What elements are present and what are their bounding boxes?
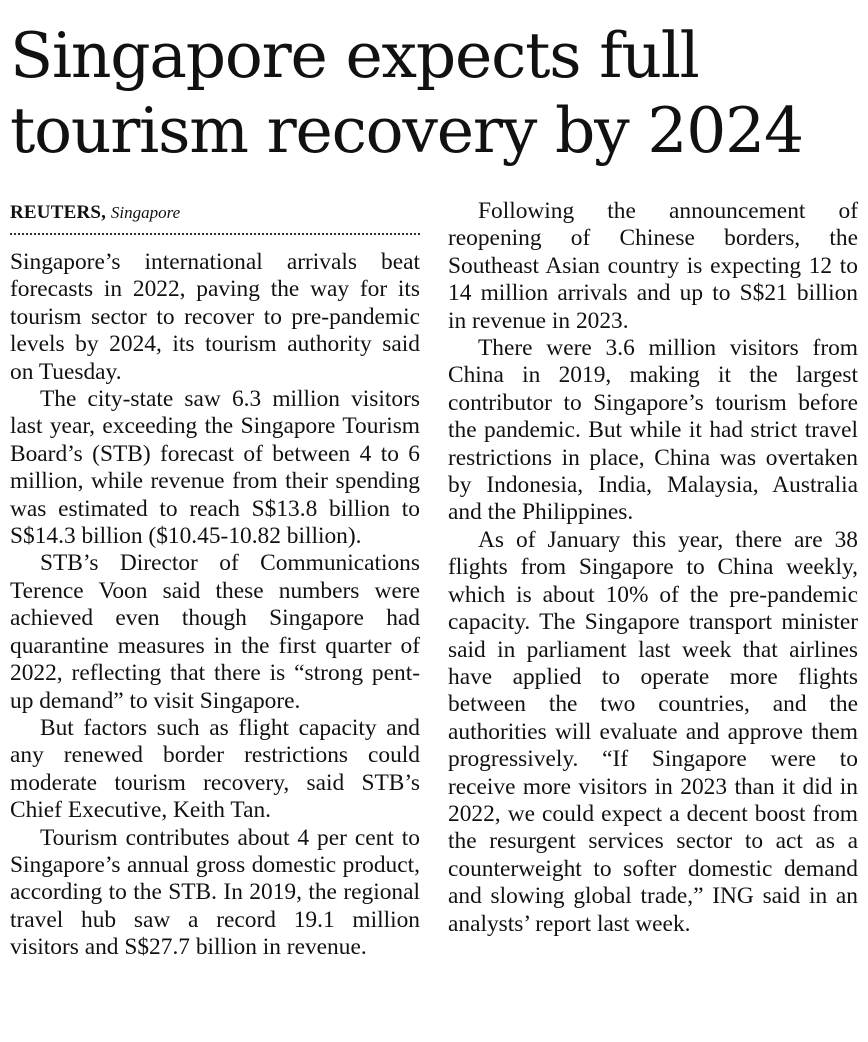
paragraph: STB’s Director of Communications Terence Voon said these numbers were achieved even though Singapore had quarantine measures in the first quarter of 2022, reflecting that there is “strong pent-up demand” to visit Singapore.: [10, 550, 420, 714]
byline: [10, 198, 420, 228]
paragraph: There were 3.6 million visitors from China in 2019, making it the largest contributor to Singapore’s tourism before the pandemic. But while it had strict travel restrictions in place, China was overtaken by Indonesia, India, Malaysia, Australia and the Philippines.: [448, 335, 858, 526]
paragraph: Singapore’s international arrivals beat forecasts in 2022, paving the way for its tourism sector to recover to pre-pandemic levels by 2024, its tourism authority said on Tuesday.: [10, 249, 420, 385]
paragraph: Tourism contributes about 4 per cent to Singapore’s annual gross domestic product, according to the STB. In 2019, the regional travel hub saw a record 19.1 million visitors and S$27.7 billion in revenue.: [10, 824, 420, 961]
paragraph: Following the announcement of reopening of Chinese borders, the Southeast Asian country is expecting 12 to 14 million arrivals and up to S$21 billion in revenue in 2023.: [448, 198, 858, 334]
byline-agency: REUTERS,: [10, 202, 107, 223]
headline: [10, 18, 860, 168]
paragraph: But factors such as flight capacity and any renewed border restrictions could moderate tourism recovery, said STB’s Chief Executive, Keith Tan.: [10, 714, 420, 824]
article-column-right: [448, 198, 858, 938]
paragraph: The city-state saw 6.3 million visitors last year, exceeding the Singapore Tourism Board’s (STB) forecast of between 4 to 6 million, while revenue from their spending was estimated to reach S$13.8 billion to S$14.3 billion ($10.45-10.82 billion).: [10, 386, 420, 550]
byline-divider: [10, 233, 420, 235]
byline-dateline: Singapore: [110, 203, 181, 222]
article-column-left: [10, 198, 420, 962]
headline-line-2: tourism recovery by 2024: [10, 94, 803, 167]
headline-line-1: Singapore expects full: [10, 19, 699, 92]
paragraph: As of January this year, there are 38 flights from Singapore to China weekly, which is about 10% of the pre-pandemic capacity. The Singapore transport minister said in parliament last week that airlines have applied to operate more flights between the two countries, and the authorities will evaluate and approve them progressively. “If Singapore were to receive more visitors in 2023 than it did in 2022, we could expect a decent boost from the resurgent services sector to act as a counterweight to softer domestic demand and slowing global trade,” ING said in an analysts’ report last week.: [448, 526, 858, 937]
